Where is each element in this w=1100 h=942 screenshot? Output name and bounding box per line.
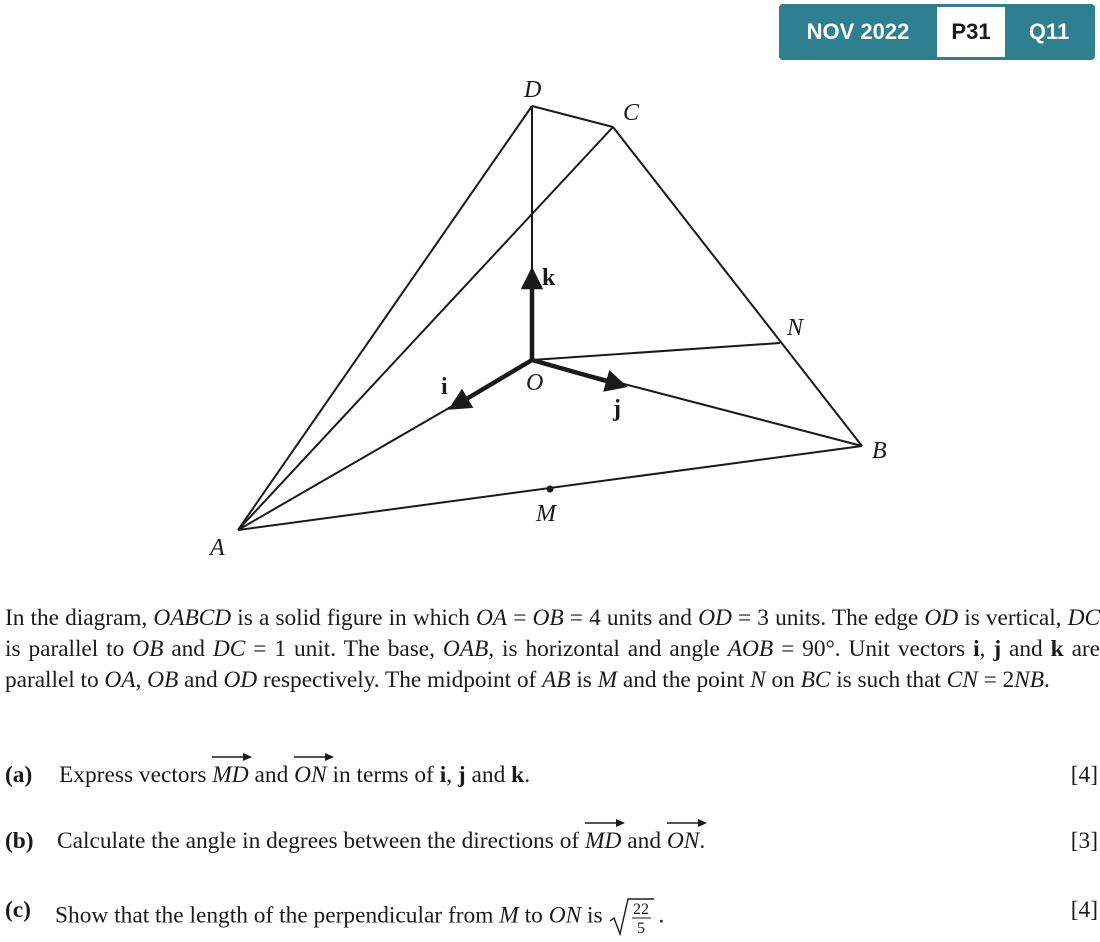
edge-CB <box>613 127 862 446</box>
part-a-label: (a) <box>5 762 33 788</box>
part-a-marks: [4] <box>1070 762 1098 788</box>
badge-paper: P31 <box>937 7 1005 57</box>
label-D: D <box>524 77 542 103</box>
point-M <box>547 486 554 493</box>
part-c-label: (c) <box>5 897 31 923</box>
vector-j-arrow <box>532 360 617 384</box>
label-k: k <box>542 265 556 291</box>
sqrt-fraction <box>608 897 658 937</box>
label-O: O <box>526 370 544 396</box>
edge-ON <box>532 343 780 360</box>
fraction-numerator: 22 <box>633 901 650 918</box>
label-M: M <box>536 501 556 527</box>
fraction-denominator: 5 <box>637 920 646 937</box>
label-j: j <box>613 396 621 422</box>
part-c-text: Show that the length of the perpendicular from M to ON is 22 5 . <box>55 897 664 937</box>
badge-question: Q11 <box>1028 19 1070 44</box>
question-badge <box>779 4 1095 60</box>
edge-DC <box>532 106 613 127</box>
part-c-marks: [4] <box>1070 897 1098 923</box>
label-A: A <box>210 535 225 561</box>
label-B: B <box>872 438 887 464</box>
part-a-text: Express vectors MD and ON in terms of i, j and k. <box>59 762 530 789</box>
label-i: i <box>441 374 448 400</box>
edge-CA <box>238 127 613 530</box>
vector-MD: MD <box>212 762 248 789</box>
solid-figure-diagram <box>0 60 1100 580</box>
badge-session: NOV 2022 <box>806 19 910 44</box>
vector-i-arrow <box>458 360 532 404</box>
part-b-text: Calculate the angle in degrees between the directions of MD and ON. <box>57 828 705 855</box>
part-c <box>5 897 1100 937</box>
part-b-label: (b) <box>5 828 34 854</box>
edge-DA <box>238 106 532 530</box>
label-N: N <box>787 315 804 341</box>
question-intro: In the diagram, OABCD is a solid figure in which OA = OB = 4 units and OD = 3 units. The edge OD is vertical, DC is parallel to OB and DC = 1 unit. The base, OAB, is horizontal and angle AOB = 90°. Unit vectors i, j and k are parallel to OA, OB and OD respectively. The midpoint of AB is M and the point N on BC is such that CN = 2NB. <box>5 605 1100 693</box>
vector-ON: ON <box>667 828 700 855</box>
vector-MD: MD <box>585 828 621 855</box>
part-a <box>5 762 1100 796</box>
part-b <box>5 828 1100 862</box>
vector-ON: ON <box>294 762 327 789</box>
label-C: C <box>623 100 640 126</box>
part-b-marks: [3] <box>1070 828 1098 854</box>
